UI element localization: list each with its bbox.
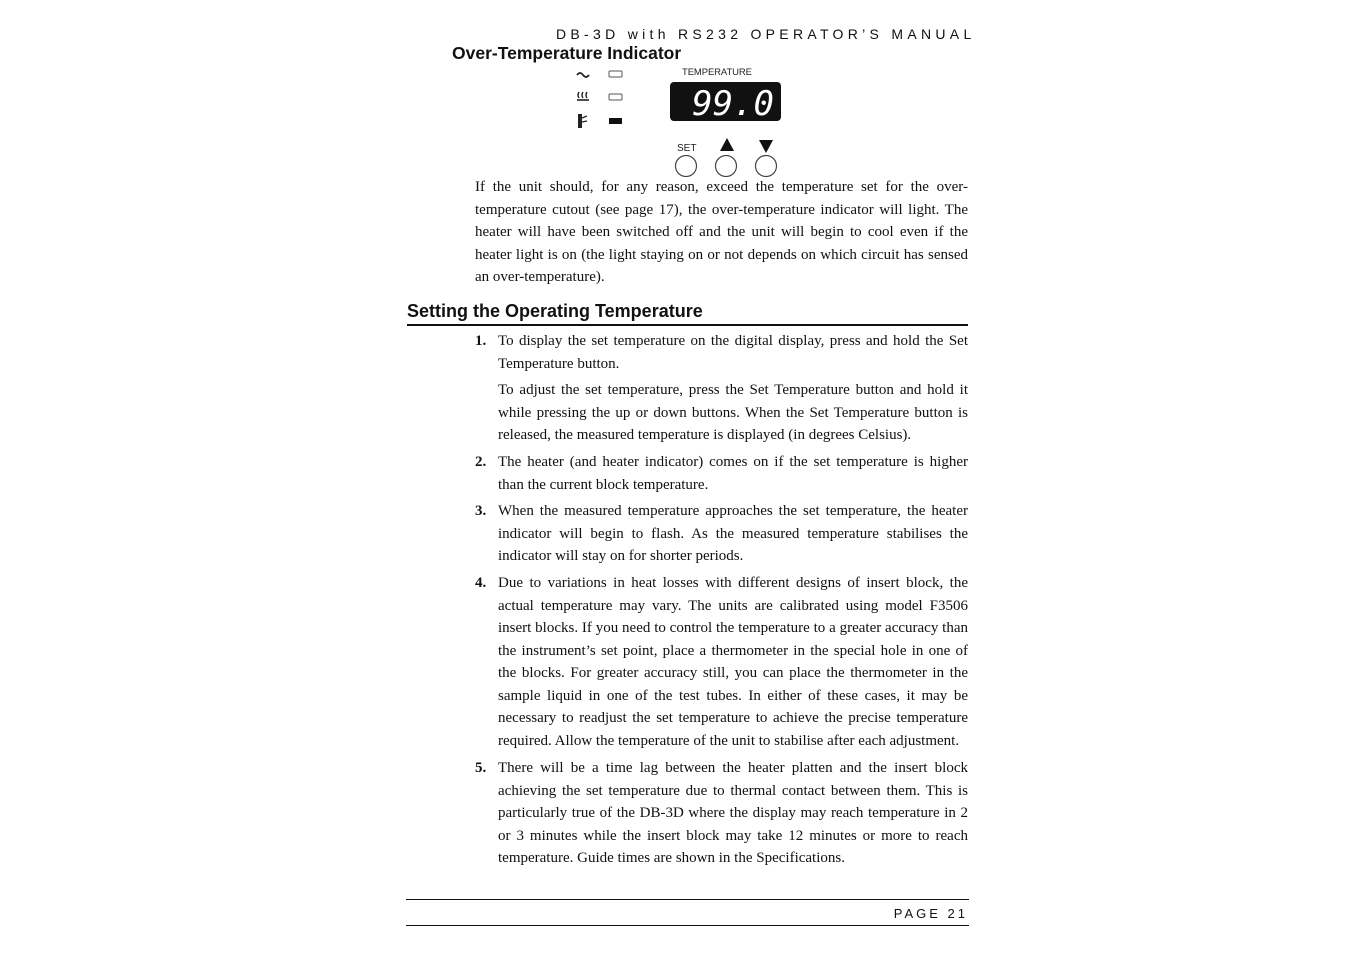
footer-bottom-rule bbox=[406, 925, 969, 926]
page-number: PAGE 21 bbox=[893, 906, 968, 921]
list-item-number: 4. bbox=[475, 575, 487, 591]
control-panel-figure bbox=[560, 60, 800, 185]
down-button[interactable] bbox=[756, 156, 777, 177]
list-item-text: The heater (and heater indicator) comes on if the set temperature is higher than the current block temperature. bbox=[498, 454, 968, 493]
list-item bbox=[475, 572, 968, 752]
heater-icon bbox=[577, 92, 589, 100]
over-temperature-indicator-lamp bbox=[609, 118, 622, 124]
control-panel-illustration bbox=[560, 60, 800, 185]
over-temperature-paragraph: If the unit should, for any reason, exceed the temperature set for the over-temperature cutout (see page 17), the over-temperature indicator will light. The heater will have been switched off and the unit will begin to cool even if the heater light is on (the light staying on or not depends on which circuit has sensed an over-temperature). bbox=[475, 179, 968, 285]
down-arrow-icon bbox=[759, 140, 773, 153]
list-item bbox=[475, 379, 968, 447]
list-item-text: To adjust the set temperature, press the Set Temperature button and hold it while pressing the up or down buttons. When the Set Temperature button is released, the measured temperature is displayed (in degrees Celsius). bbox=[498, 382, 968, 443]
mains-indicator-lamp bbox=[609, 71, 622, 77]
list-item-text: When the measured temperature approaches the set temperature, the heater indicator will begin to flash. As the measured temperature stabilises the indicator will stay on for shorter periods. bbox=[498, 503, 968, 564]
display-value: 99.0 bbox=[692, 84, 774, 124]
list-item bbox=[475, 330, 968, 375]
set-label: SET bbox=[677, 143, 697, 154]
footer-top-rule bbox=[406, 899, 969, 900]
list-item-number: 1. bbox=[475, 333, 487, 349]
section-title-operating-temperature: Setting the Operating Temperature bbox=[407, 301, 968, 326]
section-title-over-temperature: Over-Temperature Indicator bbox=[452, 43, 682, 63]
set-button[interactable] bbox=[676, 156, 697, 177]
mains-icon bbox=[577, 73, 589, 77]
list-item-text: Due to variations in heat losses with different designs of insert block, the actual temperature may vary. The units are calibrated using model F3506 insert blocks. If you need to control the temperature to a greater accuracy than the instrument’s set point, place a thermometer in the special hole in one of the blocks. For greater accuracy still, you can place the thermometer in the sample liquid in one of the test tubes. In either of these cases, it may be necessary to readjust the set temperature to achieve the precise temperature required. Allow the temperature of the unit to stabilise after each adjustment. bbox=[498, 575, 968, 749]
list-item bbox=[475, 757, 968, 870]
display-label: TEMPERATURE bbox=[682, 67, 752, 78]
heater-indicator-lamp bbox=[609, 94, 622, 100]
list-item bbox=[475, 500, 968, 568]
list-item-number: 3. bbox=[475, 503, 487, 519]
over-temperature-icon bbox=[578, 114, 587, 128]
list-item-number: 2. bbox=[475, 454, 487, 470]
running-header: DB-3D with RS232 OPERATOR’S MANUAL bbox=[556, 26, 976, 42]
up-arrow-icon bbox=[720, 138, 734, 151]
up-button[interactable] bbox=[716, 156, 737, 177]
list-item-text: There will be a time lag between the heater platten and the insert block achieving the set temperature due to thermal contact between them. This is particularly true of the DB-3D where the display may reach temperature in 2 or 3 minutes while the insert block may take 12 minutes or more to reach temperature. Guide times are shown in the Specifications. bbox=[498, 760, 968, 866]
list-item bbox=[475, 451, 968, 496]
list-item-text: To display the set temperature on the digital display, press and hold the Set Temperature button. bbox=[498, 333, 968, 372]
list-item-number: 5. bbox=[475, 760, 487, 776]
